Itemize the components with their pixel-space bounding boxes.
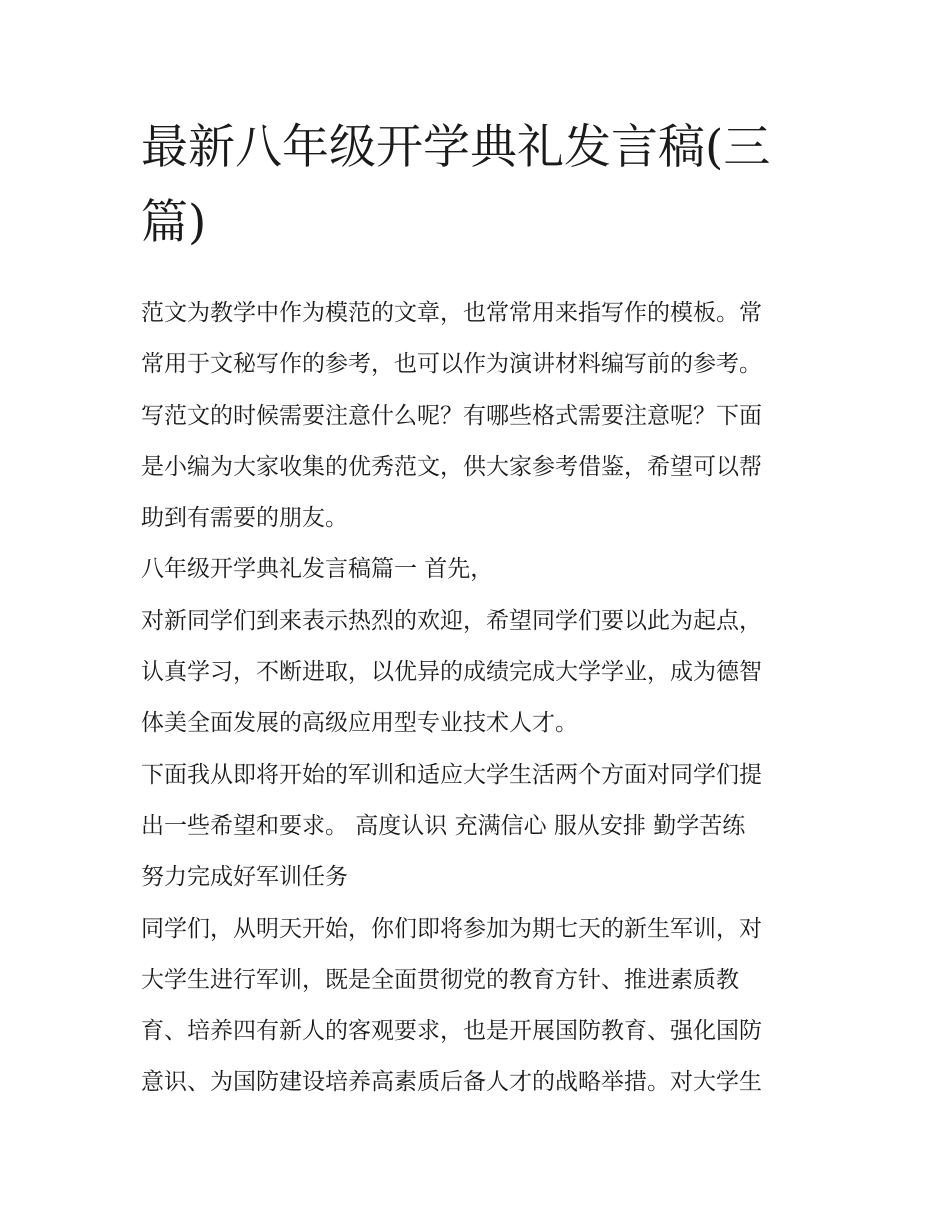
body-line: 写范文的时候需要注意什么呢？有哪些格式需要注意呢？下面 [141, 402, 762, 429]
body-line: 认真学习，不断进取，以优异的成绩完成大学学业，成为德智 [141, 659, 762, 686]
body-line: 范文为教学中作为模范的文章，也常常用来指写作的模板。常 [141, 300, 762, 326]
section-heading-line: 八年级开学典礼发言稿篇一 首先， [141, 556, 494, 583]
document-content [141, 110, 813, 1109]
body-line: 是小编为大家收集的优秀范文，供大家参考借鉴，希望可以帮 [141, 453, 762, 480]
body-line: 育、培养四有新人的客观要求，也是开展国防教育、强化国防 [141, 1018, 762, 1045]
body-line: 体美全面发展的高级应用型专业技术人才。 [141, 710, 578, 737]
body-line: 常用于文秘写作的参考，也可以作为演讲材料编写前的参考。 [141, 351, 762, 378]
body-line: 对新同学们到来表示热烈的欢迎，希望同学们要以此为起点， [141, 607, 762, 634]
body-line: 努力完成好军训任务 [141, 864, 348, 891]
title-line: 篇) [141, 195, 207, 250]
body-line: 大学生进行军训，既是全面贯彻党的教育方针、推进素质教 [141, 966, 739, 993]
body-line: 助到有需要的朋友。 [141, 505, 348, 532]
document-title [141, 110, 813, 260]
body-line: 同学们，从明天开始，你们即将参加为期七天的新生军训，对 [141, 915, 762, 942]
body-line: 下面我从即将开始的军训和适应大学生活两个方面对同学们提 [141, 761, 762, 788]
body-line: 出一些希望和要求。 高度认识 充满信心 服从安排 勤学苦练 [141, 812, 746, 839]
body-line: 意识、为国防建设培养高素质后备人才的战略举措。对大学生 [141, 1069, 762, 1096]
document-body [141, 288, 813, 1109]
title-line: 最新八年级开学典礼发言稿(三 [141, 120, 771, 175]
